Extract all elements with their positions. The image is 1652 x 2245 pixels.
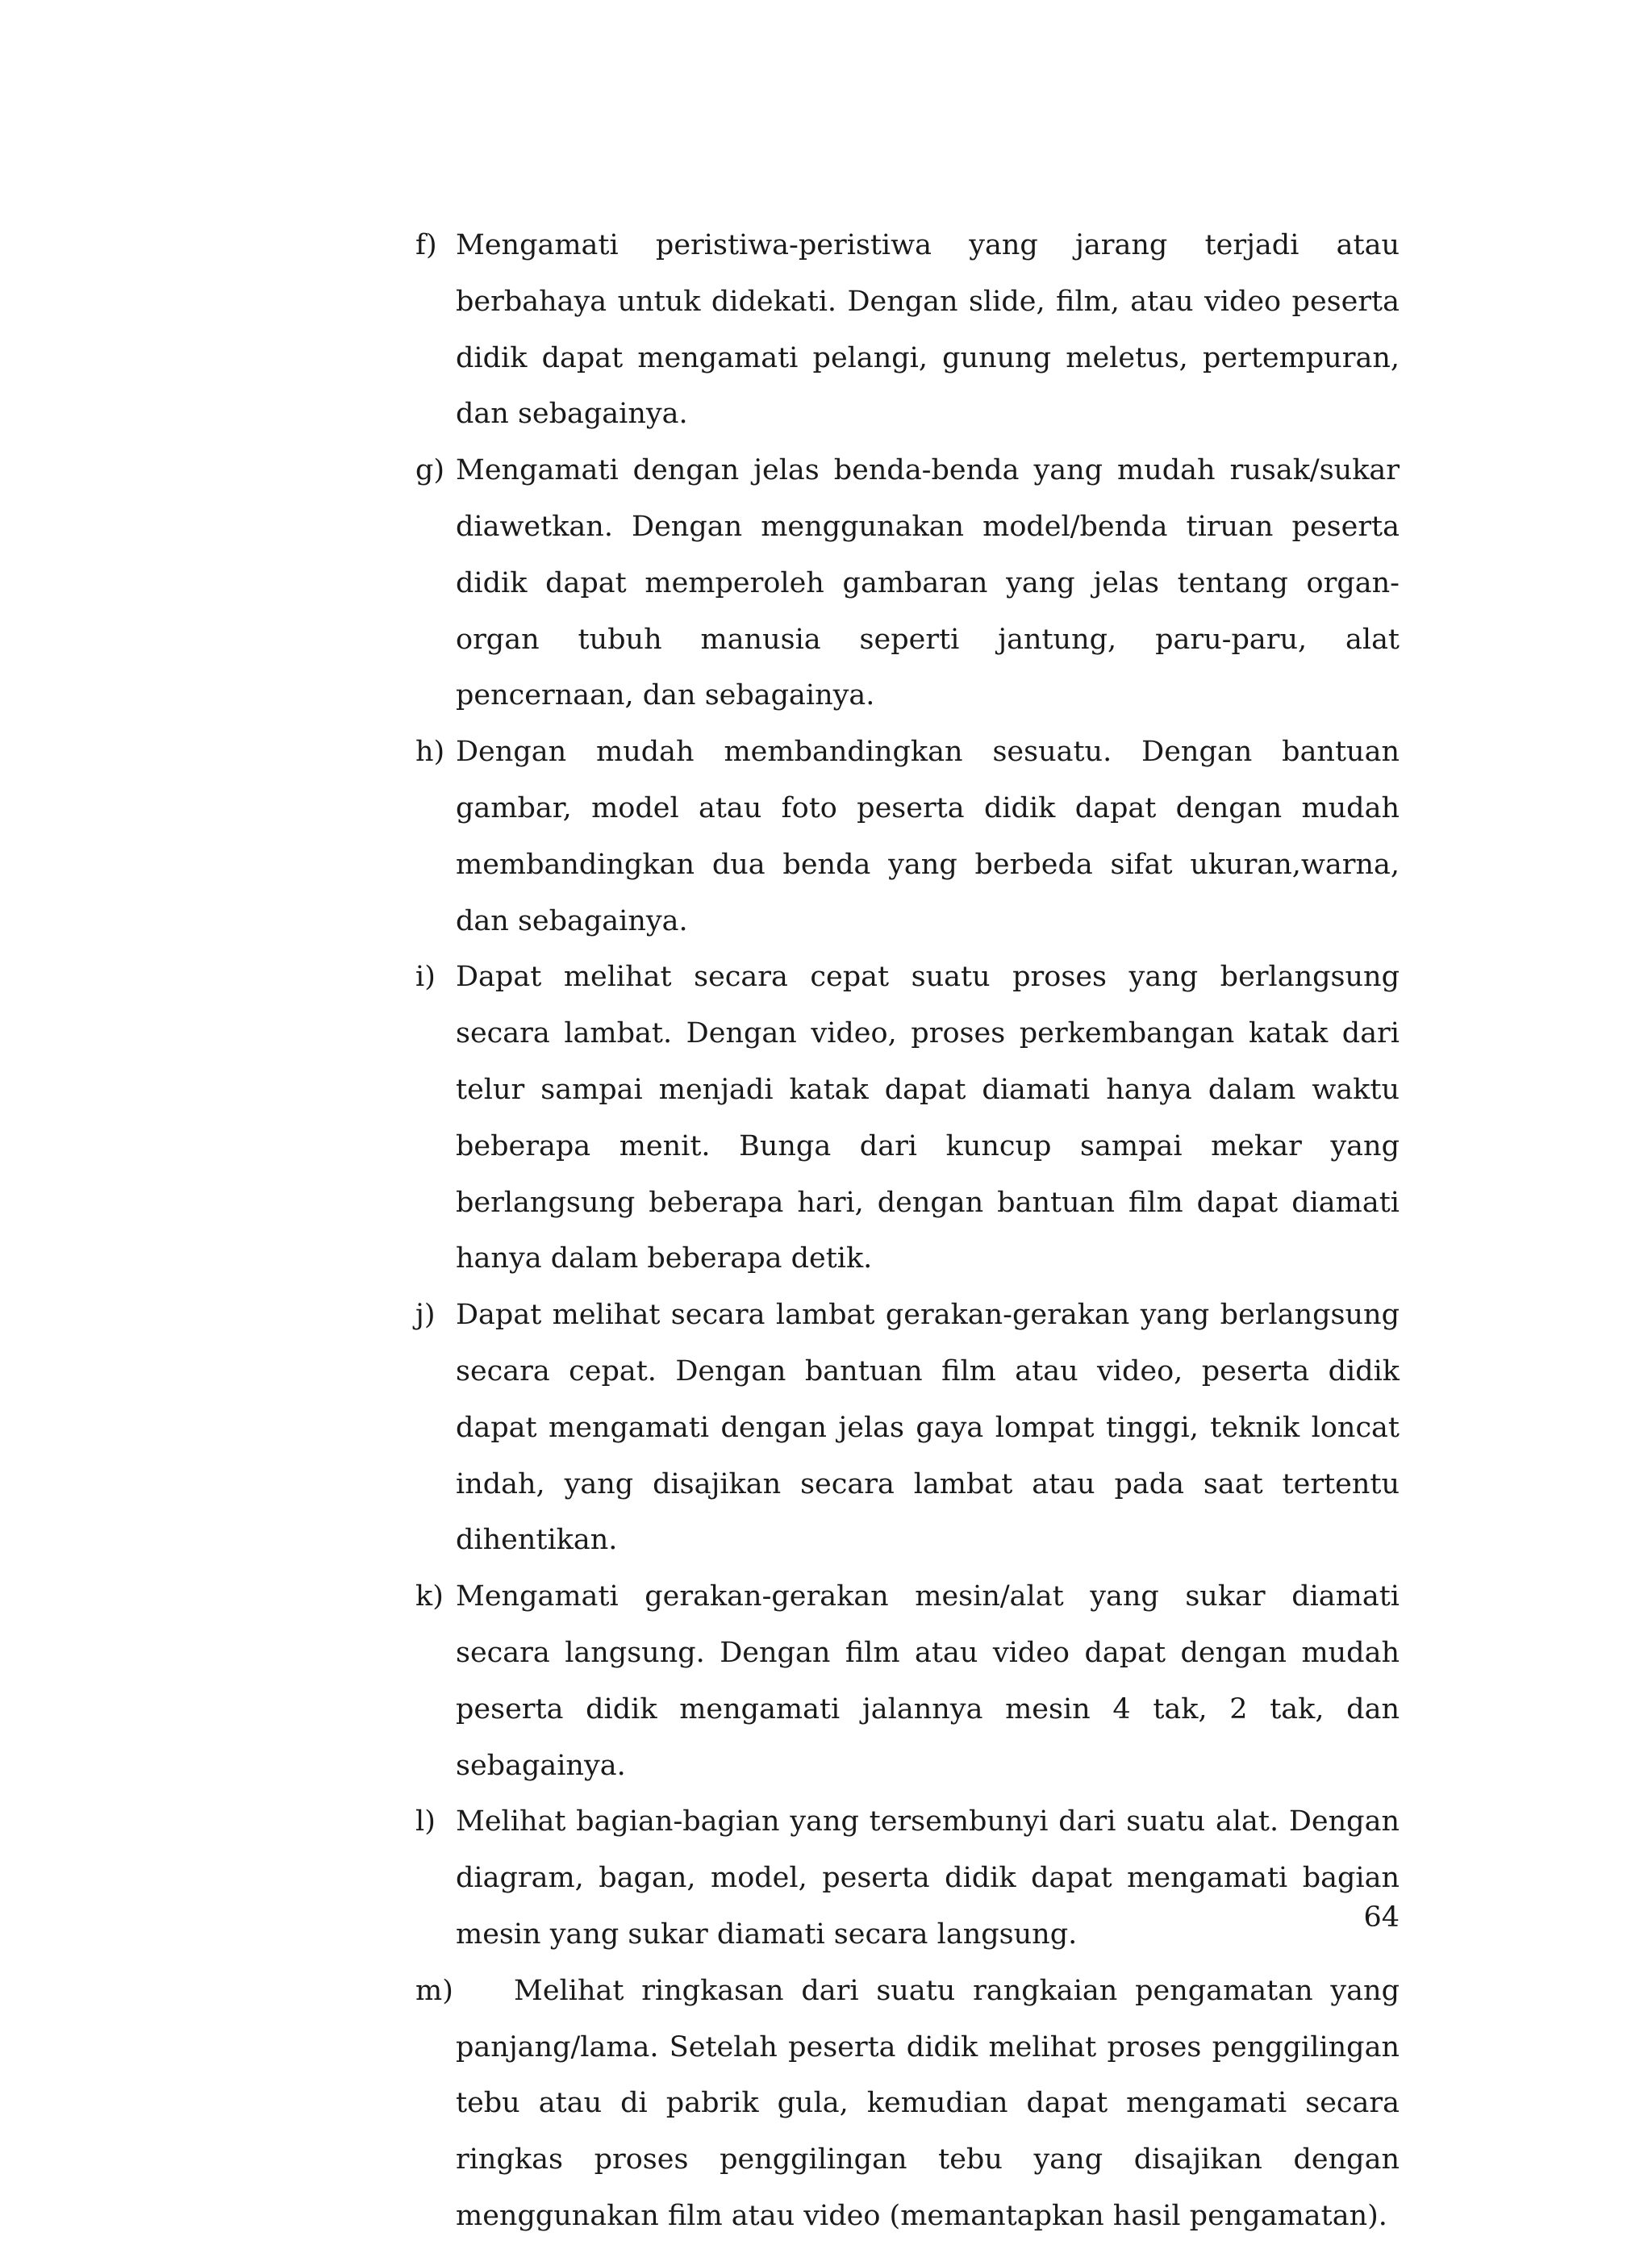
- list-item-f: [415, 218, 1400, 443]
- list-item-text: Mengamati dengan jelas benda-benda yang mudah rusak/sukar diawetkan. Dengan menggunakan model/benda tiruan peserta didik dapat memperoleh gambaran yang jelas tentang organ-organ tubuh manusia seperti jantung, paru-paru, alat pencernaan, dan sebagainya.: [456, 454, 1400, 712]
- list-marker: g): [415, 454, 445, 487]
- list-item-text: Melihat bagian-bagian yang tersembunyi dari suatu alat. Dengan diagram, bagan, model, peserta didik dapat mengamati bagian mesin yang sukar diamati secara langsung.: [456, 1805, 1400, 1951]
- list-marker: k): [415, 1580, 444, 1613]
- list-item-m: [415, 1963, 1400, 2245]
- list-marker: l): [415, 1805, 436, 1838]
- list-item-j: [415, 1287, 1400, 1569]
- list-item-i: [415, 949, 1400, 1287]
- list-item-text: Dapat melihat secara cepat suatu proses yang berlangsung secara lambat. Dengan video, proses perkembangan katak dari telur sampai menjadi katak dapat diamati hanya dalam waktu beberapa menit. Bunga dari kuncup sampai mekar yang berlangsung beberapa hari, dengan bantuan film dapat diamati hanya dalam beberapa detik.: [456, 961, 1400, 1275]
- list-item-text: Melihat ringkasan dari suatu rangkaian pengamatan yang panjang/lama. Setelah peserta didik melihat proses penggilingan tebu atau di pabrik gula, kemudian dapat mengamati secara ringkas proses penggilingan tebu yang disajikan dengan menggunakan film atau video (memantapkan hasil pengamatan).: [456, 1974, 1400, 2232]
- list-item-text: Dengan mudah membandingkan sesuatu. Dengan bantuan gambar, model atau foto peserta didik dapat dengan mudah membandingkan dua benda yang berbeda sifat ukuran,warna, dan sebagainya.: [456, 736, 1400, 937]
- list-marker: f): [415, 229, 437, 261]
- list-marker: h): [415, 736, 445, 769]
- list-item-text: Dapat melihat secara lambat gerakan-gerakan yang berlangsung secara cepat. Dengan bantuan film atau video, peserta didik dapat mengamati dengan jelas gaya lompat tinggi, teknik loncat indah, yang disajikan secara lambat atau pada saat tertentu dihentikan.: [456, 1299, 1400, 1557]
- advantages-list: [415, 218, 1400, 2245]
- list-item-text: Mengamati gerakan-gerakan mesin/alat yang sukar diamati secara langsung. Dengan film atau video dapat dengan mudah peserta didik mengamati jalannya mesin 4 tak, 2 tak, dan sebagainya.: [456, 1580, 1400, 1782]
- list-item-text: Mengamati peristiwa-peristiwa yang jarang terjadi atau berbahaya untuk didekati. Dengan slide, film, atau video peserta didik dapat mengamati pelangi, gunung meletus, pertempuran, dan sebagainya.: [456, 229, 1400, 431]
- page-number: 64: [1363, 1901, 1400, 1934]
- list-marker: j): [415, 1299, 436, 1332]
- list-marker: i): [415, 961, 436, 994]
- list-item-l: [415, 1794, 1400, 1963]
- list-item-k: [415, 1569, 1400, 1794]
- list-item-g: [415, 443, 1400, 724]
- list-marker: m): [415, 1974, 453, 2007]
- list-item-h: [415, 724, 1400, 949]
